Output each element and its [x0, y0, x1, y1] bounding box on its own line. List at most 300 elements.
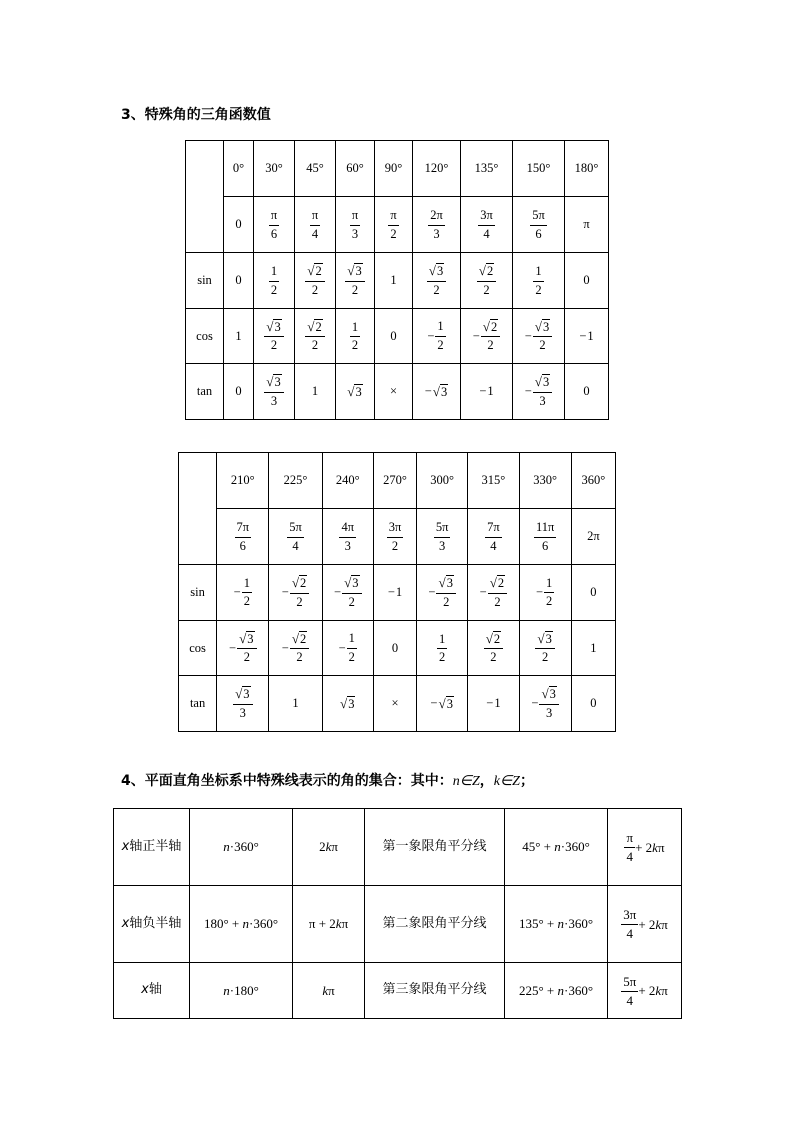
math-value	[310, 209, 320, 240]
math-value	[282, 632, 310, 664]
numerator	[488, 576, 507, 593]
sqrt-expression: √3	[438, 695, 453, 711]
minus-sign: −	[334, 585, 342, 599]
numerator: 1	[269, 265, 279, 281]
axis-degree-cell	[190, 886, 293, 963]
cos-cell	[295, 309, 336, 364]
numerator	[290, 576, 309, 593]
math-value: 1	[590, 640, 597, 655]
deg-cell: 45°	[295, 141, 336, 197]
fraction	[485, 521, 502, 552]
math-value	[233, 687, 252, 719]
math-value	[425, 384, 449, 400]
sqrt-expression: √3	[537, 630, 552, 646]
fraction	[342, 576, 361, 608]
math-value	[229, 632, 257, 664]
math-value	[305, 264, 324, 296]
denominator: 2	[439, 650, 446, 664]
numerator	[342, 576, 361, 593]
minus-sign: −	[531, 696, 539, 710]
math-value: 0	[583, 384, 590, 398]
minus-sign: −	[524, 328, 532, 343]
deg-cell: 330°	[519, 453, 571, 509]
expression-text: 135° + n·360°	[518, 916, 594, 931]
math-value: − 1	[387, 585, 403, 599]
denominator: 2	[311, 282, 319, 297]
tan-cell	[217, 676, 269, 732]
math-value	[621, 908, 638, 940]
denominator: 2	[311, 338, 319, 352]
rad-cell	[373, 509, 416, 565]
sqrt-expression: √3	[266, 374, 281, 390]
numerator	[305, 320, 324, 337]
numerator: 4π	[339, 521, 356, 537]
math-value: − 1	[486, 696, 501, 710]
denominator: 3	[546, 705, 553, 720]
fraction	[435, 320, 445, 351]
sin-cell	[461, 253, 513, 309]
rad-cell	[295, 197, 336, 253]
bisector-degree-cell	[505, 963, 608, 1019]
axis-row	[114, 886, 682, 963]
tan-row	[186, 364, 609, 420]
tan-cell	[468, 676, 519, 732]
math-value: − 1	[579, 328, 594, 343]
tan-cell	[571, 676, 615, 732]
fraction	[388, 209, 398, 240]
axis-row	[114, 809, 682, 886]
denominator: 2	[535, 282, 542, 297]
math-value: ×	[389, 384, 398, 398]
expression-text: 45° + n·360°	[522, 839, 590, 854]
expression-text: 180° + n·360°	[203, 916, 279, 931]
sin-cell	[373, 565, 416, 621]
fraction	[350, 321, 360, 352]
rad-cell	[224, 197, 254, 253]
cos-cell	[468, 621, 519, 676]
deg-cell: 270°	[373, 453, 416, 509]
math-value	[428, 576, 456, 608]
fraction	[264, 320, 283, 352]
fraction	[488, 576, 507, 608]
numerator: 3π	[478, 209, 495, 225]
deg-cell: 0°	[224, 141, 254, 197]
fraction	[350, 209, 360, 240]
math-value: π	[583, 217, 590, 231]
math-value	[269, 265, 279, 296]
deg-cell: 210°	[217, 453, 269, 509]
math-value	[339, 632, 357, 663]
axis-radian-cell	[293, 886, 365, 963]
deg-cell: 90°	[375, 141, 413, 197]
denominator: 3	[239, 705, 246, 720]
tan-row	[179, 676, 616, 732]
expression-text: n·180°	[223, 982, 259, 998]
sin-cell	[375, 253, 413, 309]
numerator: 1	[350, 321, 360, 337]
rad-cell	[461, 197, 513, 253]
deg-cell: 315°	[468, 453, 519, 509]
math-value	[387, 521, 404, 552]
math-value	[535, 632, 554, 664]
tan-cell	[336, 364, 375, 420]
math-value: ×	[391, 696, 399, 710]
denominator: 2	[243, 650, 250, 664]
denominator: 3	[539, 393, 546, 408]
math-value	[339, 521, 356, 552]
denominator: 2	[542, 650, 549, 664]
deg-cell: 120°	[413, 141, 461, 197]
numerator: 5π	[621, 975, 638, 992]
sqrt-expression: √2	[489, 575, 505, 591]
rad-cell	[254, 197, 295, 253]
numerator: 1	[435, 320, 445, 336]
minus-sign: −	[281, 640, 289, 655]
sin-cell	[513, 253, 565, 309]
sin-cell	[565, 253, 609, 309]
tan-cell	[565, 364, 609, 420]
denominator: 2	[296, 594, 303, 609]
minus-sign: −	[281, 585, 289, 599]
denominator: 2	[348, 649, 355, 664]
denominator: 3	[433, 226, 440, 241]
numerator: 11π	[534, 521, 556, 537]
denominator: 2	[270, 282, 278, 297]
math-value: 0	[235, 217, 242, 231]
numerator: 1	[242, 577, 252, 593]
sqrt-expression: √3	[347, 383, 362, 399]
tan-cell	[322, 676, 373, 732]
math-value	[427, 320, 445, 351]
cos-cell	[513, 309, 565, 364]
math-value	[480, 576, 508, 608]
corner-cell	[179, 453, 217, 565]
expression	[621, 975, 668, 1007]
deg-cell: 135°	[461, 141, 513, 197]
trig-table-0-180	[185, 140, 609, 420]
denominator: 6	[270, 226, 278, 241]
tan-cell	[513, 364, 565, 420]
math-value	[264, 320, 283, 352]
sin-row	[179, 565, 616, 621]
sqrt-expression: √3	[534, 374, 550, 390]
rad-cell	[571, 509, 615, 565]
numerator	[264, 320, 283, 337]
math-value: 2π	[587, 529, 600, 543]
axis-row	[114, 963, 682, 1019]
sin-cell	[224, 253, 254, 309]
numerator	[237, 632, 256, 649]
numerator	[264, 375, 283, 392]
denominator: 4	[311, 226, 319, 241]
fraction	[533, 320, 552, 352]
bisector-radian-cell	[608, 963, 682, 1019]
degree-row	[179, 453, 616, 509]
numerator	[481, 320, 500, 337]
math-value	[525, 320, 553, 352]
deg-cell: 60°	[336, 141, 375, 197]
denominator: 3	[439, 538, 446, 553]
minus-sign: −	[579, 328, 587, 343]
numerator	[535, 632, 554, 649]
math-value	[485, 521, 502, 552]
cos-cell	[254, 309, 295, 364]
axis-degree-cell	[190, 963, 293, 1019]
fraction	[305, 264, 324, 296]
tan-cell	[461, 364, 513, 420]
bisector-name-cell: 第三象限角平分线	[365, 963, 505, 1019]
rad-cell	[375, 197, 413, 253]
separator: ，	[479, 773, 494, 789]
fraction	[345, 264, 364, 296]
denominator: 2	[351, 282, 359, 297]
bisector-radian-cell	[608, 886, 682, 963]
rad-cell	[519, 509, 571, 565]
denominator: 4	[626, 992, 634, 1008]
axis-name-cell: x轴	[114, 963, 190, 1019]
bisector-degree-cell	[505, 886, 608, 963]
section4-title	[121, 770, 534, 790]
fraction	[481, 320, 500, 352]
sin-cell	[295, 253, 336, 309]
math-value: 1	[292, 696, 299, 710]
numerator: π	[624, 831, 635, 848]
tan-cell	[254, 364, 295, 420]
fraction	[242, 577, 252, 608]
denominator: 2	[483, 282, 490, 297]
radian-row	[179, 509, 616, 565]
math-value	[477, 264, 496, 296]
cos-cell	[519, 621, 571, 676]
sin-cell	[322, 565, 373, 621]
bisector-degree-cell	[505, 809, 608, 886]
denominator: 2	[270, 338, 278, 352]
denominator: 2	[490, 650, 497, 664]
denominator: 2	[437, 337, 444, 352]
fraction	[305, 320, 324, 352]
sqrt-expression: √2	[478, 263, 494, 279]
expression-text: + 2kπ	[638, 916, 668, 932]
rad-cell	[217, 509, 269, 565]
numerator: 7π	[485, 521, 502, 537]
tan-cell	[417, 676, 468, 732]
deg-cell: 150°	[513, 141, 565, 197]
math-value	[235, 521, 252, 552]
cos-cell	[322, 621, 373, 676]
tan-cell	[519, 676, 571, 732]
math-value: 0	[390, 328, 397, 343]
row-label-sin: sin	[179, 565, 217, 621]
sqrt-expression: √3	[239, 630, 254, 646]
fraction	[347, 632, 357, 663]
cos-cell	[224, 309, 254, 364]
sin-cell	[413, 253, 461, 309]
math-value	[269, 209, 279, 240]
numerator: 5π	[287, 521, 304, 537]
deg-cell: 225°	[269, 453, 322, 509]
sqrt-expression: √2	[485, 630, 501, 646]
tan-cell	[295, 364, 336, 420]
math-value	[478, 209, 495, 240]
bisector-radian-cell	[608, 809, 682, 886]
minus-sign: −	[387, 585, 395, 599]
cos-cell	[461, 309, 513, 364]
expression-text: 2kπ	[319, 839, 338, 854]
numerator: 7π	[235, 521, 252, 537]
fraction	[533, 265, 543, 296]
section4-title-text: 4、平面直角坐标系中特殊线表示的角的集合：其中：	[121, 773, 453, 789]
rad-cell	[468, 509, 519, 565]
denominator: 3	[344, 538, 351, 553]
math-value	[287, 521, 304, 552]
math-value: 1	[311, 384, 319, 398]
numerator	[290, 632, 309, 649]
cos-cell	[413, 309, 461, 364]
cos-cell	[217, 621, 269, 676]
fraction	[428, 209, 445, 240]
numerator: 3π	[621, 908, 638, 925]
math-value	[525, 375, 553, 407]
rad-cell	[513, 197, 565, 253]
axis-radian-cell	[293, 809, 365, 886]
math-value	[536, 577, 554, 608]
cos-cell	[565, 309, 609, 364]
fraction	[478, 209, 495, 240]
numerator	[233, 687, 252, 704]
fraction	[269, 209, 279, 240]
numerator: 2π	[428, 209, 445, 225]
corner-cell	[186, 141, 224, 253]
fraction	[387, 521, 404, 552]
sin-cell	[254, 253, 295, 309]
minus-sign: −	[479, 585, 487, 599]
math-value	[534, 521, 556, 552]
numerator: 1	[437, 633, 447, 649]
radian-row	[186, 197, 609, 253]
numerator	[533, 375, 552, 392]
expression-text: 225° + n·360°	[518, 982, 594, 998]
sqrt-expression: √3	[534, 318, 550, 334]
fraction	[477, 264, 496, 296]
minus-sign: −	[428, 585, 436, 599]
row-label-cos: cos	[179, 621, 217, 676]
math-value	[530, 209, 547, 240]
numerator: π	[388, 209, 398, 225]
denominator: 4	[626, 926, 634, 941]
minus-sign: −	[535, 585, 544, 599]
math-value	[533, 265, 543, 296]
sin-cell	[468, 565, 519, 621]
numerator	[533, 320, 552, 337]
sin-cell	[336, 253, 375, 309]
minus-sign: −	[479, 384, 487, 398]
math-value	[437, 633, 447, 664]
denominator: 6	[239, 538, 246, 553]
numerator	[484, 632, 503, 649]
numerator: 5π	[434, 521, 451, 537]
tan-cell	[373, 676, 416, 732]
bisector-name-cell: 第一象限角平分线	[365, 809, 505, 886]
fraction	[484, 632, 503, 664]
expression-text: + 2kπ	[635, 839, 665, 855]
fraction	[235, 521, 252, 552]
fraction	[533, 375, 552, 407]
denominator: 2	[391, 538, 399, 553]
sqrt-expression: √3	[432, 383, 448, 399]
fraction	[310, 209, 320, 240]
denominator: 4	[626, 849, 634, 864]
expression-text: π + 2kπ	[308, 916, 349, 931]
sin-cell	[269, 565, 322, 621]
expression-text: n·360°	[223, 839, 259, 854]
numerator	[477, 264, 496, 281]
row-label-tan: tan	[186, 364, 224, 420]
math-value	[430, 696, 454, 712]
denominator: 3	[351, 226, 359, 241]
axis-degree-cell	[190, 809, 293, 886]
denominator: 6	[542, 538, 549, 553]
row-label-tan: tan	[179, 676, 217, 732]
math-value: 0	[235, 384, 242, 398]
denominator: 2	[494, 594, 501, 609]
cos-cell	[336, 309, 375, 364]
numerator: 1	[347, 632, 357, 648]
rad-cell	[565, 197, 609, 253]
denominator: 2	[443, 594, 450, 609]
numerator: 1	[533, 265, 543, 281]
axis-name-cell: x轴正半轴	[114, 809, 190, 886]
degree-row	[186, 141, 609, 197]
math-value	[282, 576, 310, 608]
sin-row	[186, 253, 609, 309]
denominator: 4	[292, 538, 299, 553]
cos-cell	[373, 621, 416, 676]
math-value	[264, 375, 283, 407]
sqrt-expression: √3	[541, 686, 556, 702]
expression	[621, 908, 668, 940]
fraction	[624, 831, 635, 863]
fraction	[436, 576, 455, 608]
deg-cell: 30°	[254, 141, 295, 197]
minus-sign: −	[427, 328, 435, 343]
minus-sign: −	[229, 640, 237, 655]
denominator: 2	[243, 594, 250, 608]
fraction	[290, 632, 309, 664]
denominator: 2	[546, 594, 553, 608]
minus-sign: −	[338, 640, 346, 655]
condition-k: k∈Z	[493, 774, 520, 789]
numerator: 1	[544, 577, 554, 593]
fraction	[544, 577, 554, 608]
fraction	[264, 375, 283, 407]
fraction	[535, 632, 554, 664]
math-value: 1	[390, 273, 397, 287]
denominator: 2	[296, 650, 303, 664]
fraction	[534, 521, 556, 552]
sqrt-expression: √3	[266, 318, 281, 334]
expression	[624, 831, 664, 863]
math-value	[473, 320, 501, 352]
math-value	[350, 209, 360, 240]
math-value	[531, 687, 559, 719]
sqrt-expression: √3	[235, 686, 250, 702]
tan-cell	[269, 676, 322, 732]
math-value	[234, 577, 252, 608]
numerator: π	[350, 209, 360, 225]
fraction	[269, 265, 279, 296]
cos-cell	[417, 621, 468, 676]
denominator: 4	[483, 226, 490, 241]
